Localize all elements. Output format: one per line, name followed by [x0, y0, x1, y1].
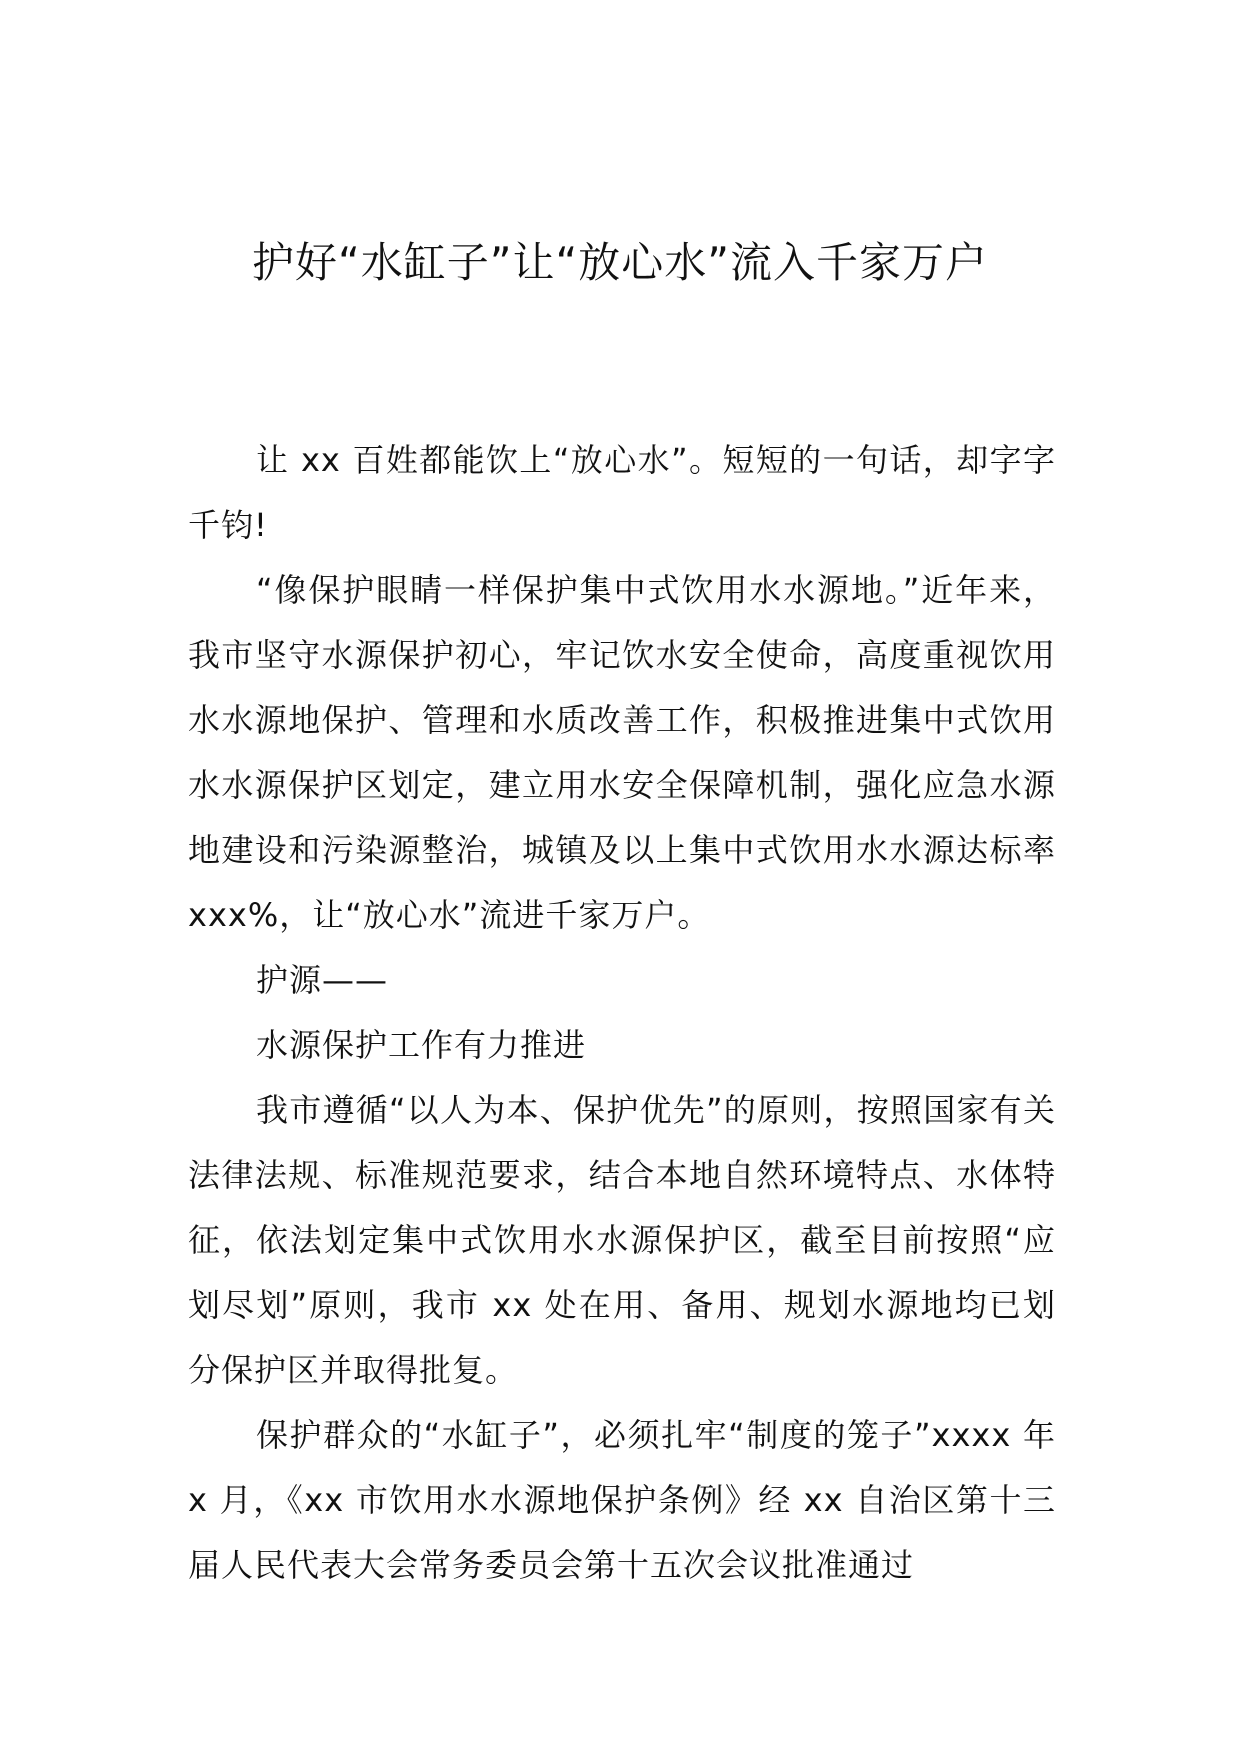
- paragraph-intro: 让 xx 百姓都能饮上“放心水”。短短的一句话，却字字千钧!: [188, 441, 1056, 544]
- document-body: [188, 428, 1056, 1598]
- section-heading-subtitle: 水源保护工作有力推进: [256, 1026, 587, 1064]
- section-heading-label: 护源——: [256, 961, 389, 999]
- paragraph-protection-zones: 我市遵循“以人为本、保护优先”的原则，按照国家有关法律法规、标准规范要求，结合本地自然环境特点、水体特征，依法划定集中式饮用水水源保护区，截至目前按照“应划尽划”原则，我市 xx 处在用、备用、规划水源地均已划分保护区并取得批复。: [188, 1091, 1056, 1389]
- paragraph-overview: “像保护眼睛一样保护集中式饮用水水源地。”近年来，我市坚守水源保护初心，牢记饮水安全使命，高度重视饮用水水源地保护、管理和水质改善工作，积极推进集中式饮用水水源保护区划定，建立用水安全保障机制，强化应急水源地建设和污染源整治，城镇及以上集中式饮用水水源达标率 xxx%，让“放心水”流进千家万户。: [188, 571, 1056, 934]
- document-title: 护好“水缸子”让“放心水”流入千家万户: [251, 238, 989, 287]
- paragraph-regulations: 保护群众的“水缸子”，必须扎牢“制度的笼子”xxxx 年 x 月，《xx 市饮用水水源地保护条例》经 xx 自治区第十三届人民代表大会常务委员会第十五次会议批准通过: [188, 1416, 1056, 1584]
